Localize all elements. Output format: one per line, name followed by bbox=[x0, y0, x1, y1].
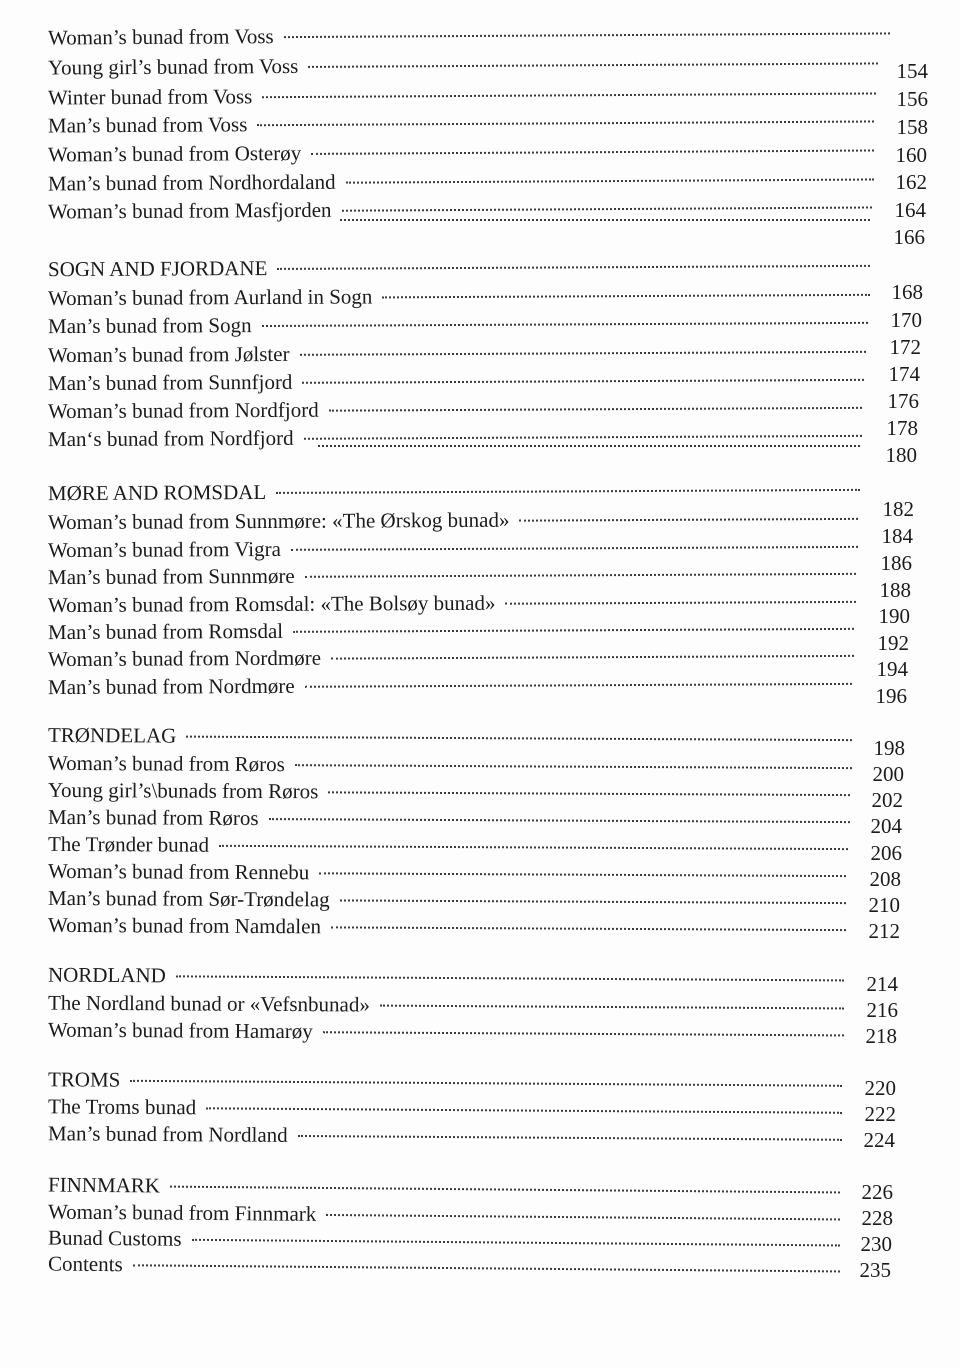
toc-entry bbox=[48, 366, 864, 396]
page-number: 204 bbox=[870, 814, 902, 838]
toc-entry bbox=[48, 750, 852, 780]
entry-title: Woman’s bunad from Nordfjord bbox=[47, 397, 319, 424]
page-number: 228 bbox=[861, 1206, 893, 1230]
toc-entry bbox=[48, 804, 850, 834]
dot-leader bbox=[318, 445, 860, 447]
entry-title: Young girl’s bunad from Voss bbox=[47, 54, 299, 80]
entry-title: Man’s bunad from Nordhordaland bbox=[47, 169, 336, 196]
entry-title: Woman’s bunad from Nordmøre bbox=[47, 645, 322, 672]
entry-title: The Trønder bunad bbox=[47, 831, 210, 857]
entry-title: Man’s bunad from Nordmøre bbox=[47, 673, 295, 700]
toc-entry bbox=[48, 588, 856, 618]
toc-entry bbox=[48, 79, 876, 110]
page-number: 230 bbox=[860, 1232, 892, 1256]
dot-leader bbox=[305, 573, 856, 578]
dot-leader bbox=[331, 926, 846, 931]
toc-entry bbox=[48, 858, 846, 888]
page-number: 176 bbox=[887, 389, 919, 413]
page-number: 166 bbox=[893, 225, 925, 249]
page-number: 154 bbox=[896, 59, 928, 83]
dot-leader bbox=[186, 736, 852, 741]
dot-leader bbox=[262, 92, 876, 98]
toc-entry bbox=[48, 281, 870, 311]
toc-entry bbox=[48, 615, 854, 645]
toc-entry bbox=[48, 394, 862, 424]
page-number: 158 bbox=[896, 115, 928, 139]
toc-section bbox=[48, 476, 860, 506]
page-number: 210 bbox=[868, 893, 900, 917]
toc-entry bbox=[48, 1120, 842, 1152]
toc-entry bbox=[48, 49, 878, 80]
dot-leader bbox=[176, 975, 844, 981]
entry-title: Man’s bunad from Sunnfjord bbox=[47, 369, 293, 396]
entry-title: Man’s bunad from Sør-Trøndelag bbox=[47, 885, 330, 912]
entry-title: Man’s bunad from Sogn bbox=[47, 313, 252, 339]
entry-title: Woman’s bunad from Rennebu bbox=[47, 858, 310, 885]
dot-leader bbox=[519, 518, 858, 522]
dot-leader bbox=[346, 178, 874, 183]
dot-leader bbox=[219, 845, 848, 850]
entry-title: Woman’s bunad from Voss bbox=[47, 24, 274, 50]
page-number: 164 bbox=[894, 198, 926, 222]
toc-entry bbox=[48, 309, 868, 339]
entry-title: Young girl’s\bunads from Røros bbox=[47, 777, 319, 804]
section-title: NORDLAND bbox=[47, 962, 166, 988]
page-number: 180 bbox=[885, 443, 917, 467]
page-number: 206 bbox=[870, 841, 902, 865]
section-title: SOGN AND FJORDANE bbox=[47, 256, 268, 282]
page-number: 220 bbox=[864, 1076, 896, 1100]
dot-leader bbox=[295, 764, 852, 769]
page-number: 182 bbox=[882, 497, 914, 521]
entry-title: Man’s bunad from Nordland bbox=[47, 1121, 288, 1147]
dot-leader bbox=[300, 351, 866, 356]
dot-leader bbox=[323, 1031, 844, 1036]
page-number: 208 bbox=[869, 867, 901, 891]
dot-leader bbox=[262, 322, 868, 327]
toc-entry bbox=[48, 831, 848, 861]
entry-title: Woman’s bunad from Vigra bbox=[47, 536, 281, 563]
page-number: 170 bbox=[890, 308, 922, 332]
page-number: 192 bbox=[877, 631, 909, 655]
page-number: 168 bbox=[891, 280, 923, 304]
toc-entry bbox=[48, 505, 858, 535]
dot-leader bbox=[130, 1080, 842, 1087]
page-number: 184 bbox=[881, 524, 913, 548]
dot-leader bbox=[133, 1264, 840, 1272]
page-number: 196 bbox=[875, 684, 907, 708]
dot-leader bbox=[206, 1107, 842, 1113]
dot-leader bbox=[291, 546, 858, 551]
toc-entry bbox=[48, 777, 850, 807]
dot-leader bbox=[342, 206, 873, 211]
entry-title: The Troms bunad bbox=[47, 1094, 197, 1120]
dot-leader bbox=[293, 628, 854, 633]
entry-title: Woman’s bunad from Aurland in Sogn bbox=[47, 284, 373, 311]
page-number: 194 bbox=[876, 657, 908, 681]
entry-title: Man’s bunad from Sunnmøre bbox=[47, 563, 295, 590]
page-number: 216 bbox=[866, 998, 898, 1022]
page-number: 186 bbox=[880, 551, 912, 575]
toc-section bbox=[48, 722, 852, 752]
dot-leader bbox=[269, 818, 850, 823]
toc-entry bbox=[48, 1251, 840, 1284]
dot-leader bbox=[305, 683, 852, 688]
page-number: 198 bbox=[873, 736, 905, 760]
dot-leader bbox=[328, 791, 850, 796]
toc-entry bbox=[48, 642, 854, 672]
page-number: 222 bbox=[864, 1102, 896, 1126]
entry-title: Man’s bunad from Romsdal bbox=[47, 618, 284, 645]
page-number: 162 bbox=[895, 170, 927, 194]
toc-section bbox=[48, 252, 870, 282]
toc-leader-only bbox=[340, 224, 870, 250]
page-number: 214 bbox=[866, 972, 898, 996]
dot-leader bbox=[329, 407, 862, 412]
entry-title: Contents bbox=[47, 1251, 123, 1277]
toc-entry bbox=[48, 136, 874, 167]
entry-title: Woman’s bunad from Sunnmøre: «The Ørskog bunad» bbox=[47, 507, 510, 535]
dot-leader bbox=[326, 1214, 840, 1220]
entry-title: Bunad Customs bbox=[47, 1225, 182, 1251]
toc-entry bbox=[48, 670, 852, 700]
dot-leader bbox=[308, 62, 878, 67]
dot-leader bbox=[257, 120, 874, 126]
section-title: TRØNDELAG bbox=[47, 722, 177, 748]
toc-entry bbox=[48, 560, 856, 590]
entry-title: Winter bunad from Voss bbox=[47, 84, 253, 110]
page-number: 200 bbox=[872, 762, 904, 786]
dot-leader bbox=[298, 1135, 842, 1141]
dot-leader bbox=[311, 149, 874, 154]
toc-entry bbox=[48, 533, 858, 563]
dot-leader bbox=[382, 294, 870, 299]
toc-leader-only bbox=[318, 450, 860, 476]
page-number: 218 bbox=[865, 1024, 897, 1048]
dot-leader bbox=[505, 601, 856, 605]
dot-leader bbox=[276, 489, 860, 494]
section-title: FINNMARK bbox=[47, 1172, 161, 1198]
dot-leader bbox=[302, 379, 864, 384]
toc-entry bbox=[48, 912, 846, 942]
toc-entry bbox=[48, 165, 874, 196]
section-title: MØRE AND ROMSDAL bbox=[47, 479, 267, 506]
entry-title: Woman’s bunad from Hamarøy bbox=[47, 1017, 313, 1044]
page-number: 226 bbox=[861, 1180, 893, 1204]
dot-leader bbox=[304, 435, 862, 440]
toc-section bbox=[48, 962, 844, 993]
page-number: 235 bbox=[859, 1258, 891, 1282]
toc-entry bbox=[48, 1017, 844, 1048]
entry-title: Woman’s bunad from Røros bbox=[47, 750, 285, 777]
dot-leader bbox=[170, 1186, 840, 1194]
entry-title: Woman’s bunad from Masfjorden bbox=[47, 197, 332, 224]
entry-title: Woman’s bunad from Finnmark bbox=[47, 1199, 317, 1226]
dot-leader bbox=[277, 265, 870, 270]
page-number: 202 bbox=[871, 788, 903, 812]
entry-title: Woman’s bunad from Romsdal: «The Bolsøy bunad» bbox=[47, 590, 496, 618]
dot-leader bbox=[284, 32, 890, 38]
toc-entry bbox=[48, 19, 890, 50]
page-number: 160 bbox=[895, 143, 927, 167]
dot-leader bbox=[319, 872, 846, 877]
dot-leader bbox=[192, 1239, 840, 1247]
toc-section bbox=[48, 1066, 842, 1098]
toc-entry bbox=[48, 107, 874, 138]
entry-title: The Nordland bunad or «Vefsnbunad» bbox=[47, 990, 370, 1017]
page-number: 212 bbox=[868, 919, 900, 943]
toc-entry bbox=[48, 990, 844, 1021]
entry-title: Man’s bunad from Voss bbox=[47, 112, 248, 138]
page-number: 156 bbox=[896, 87, 928, 111]
entry-title: Man’s bunad from Røros bbox=[47, 804, 259, 831]
page-number: 224 bbox=[863, 1128, 895, 1152]
toc-entry bbox=[48, 1093, 842, 1125]
page-number: 172 bbox=[889, 335, 921, 359]
section-title: TROMS bbox=[47, 1067, 121, 1092]
entry-title: Woman’s bunad from Namdalen bbox=[47, 912, 322, 939]
dot-leader bbox=[340, 219, 870, 221]
page-number: 188 bbox=[879, 578, 911, 602]
entry-title: Woman’s bunad from Jølster bbox=[47, 341, 290, 368]
toc-entry bbox=[48, 422, 862, 452]
page-number: 178 bbox=[886, 416, 918, 440]
entry-title: Woman’s bunad from Osterøy bbox=[47, 140, 302, 167]
entry-title: Man‘s bunad from Nordfjord bbox=[47, 425, 294, 452]
dot-leader bbox=[331, 655, 854, 660]
toc-entry bbox=[48, 885, 846, 915]
page-number: 174 bbox=[888, 362, 920, 386]
toc-entry bbox=[48, 338, 866, 368]
dot-leader bbox=[340, 899, 846, 904]
dot-leader bbox=[380, 1005, 844, 1010]
page-number: 190 bbox=[878, 604, 910, 628]
